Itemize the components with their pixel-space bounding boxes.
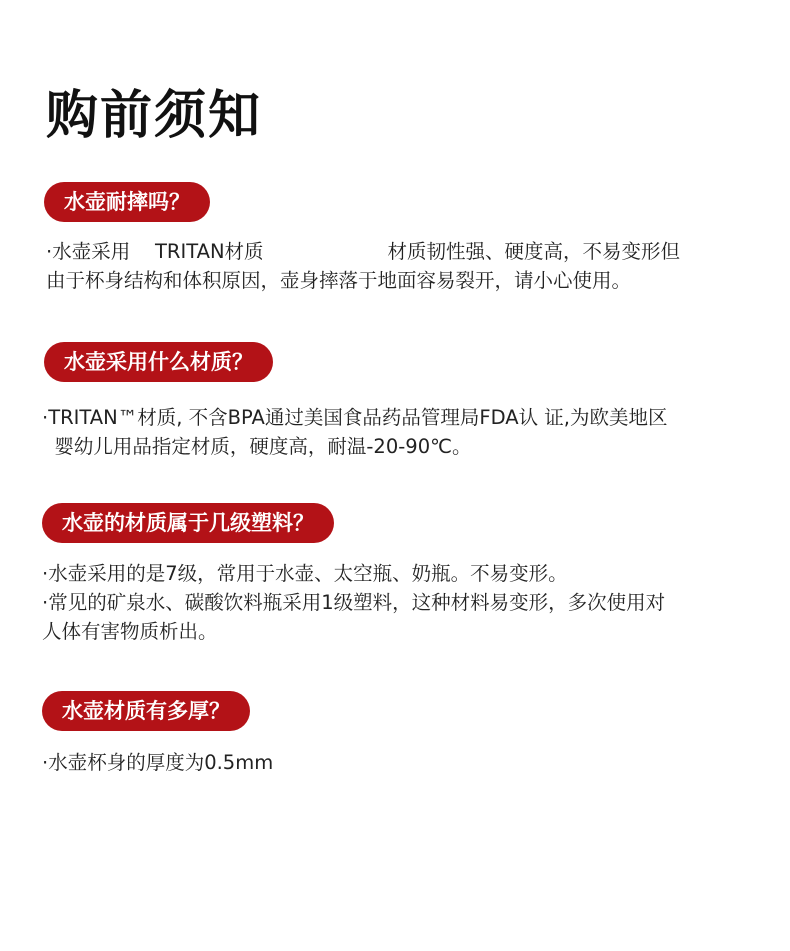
answer-durability (46, 237, 680, 295)
question-badge-durability: 水壶耐摔吗？ (44, 182, 210, 222)
answer-line: ·常见的矿泉水、碳酸饮料瓶采用1级塑料，这种材料易变形，多次使用对 (42, 591, 666, 614)
answer-line: ·水壶采用 TRITAN材质 材质韧性强、硬度高，不易变形但 (46, 240, 680, 263)
page-title: 购前须知 (46, 86, 263, 146)
answer-line: ·水壶杯身的厚度为0.5mm (42, 751, 274, 774)
question-badge-thickness: 水壶材质有多厚？ (42, 691, 250, 731)
question-badge-plastic-grade: 水壶的材质属于几级塑料？ (42, 503, 334, 543)
answer-line: 由于杯身结构和体积原因，壶身摔落于地面容易裂开，请小心使用。 (46, 269, 632, 292)
answer-line: 人体有害物质析出。 (42, 620, 218, 643)
answer-plastic-grade (42, 559, 665, 646)
answer-line: ·水壶采用的是7级，常用于水壶、太空瓶、奶瓶。不易变形。 (42, 562, 568, 585)
question-badge-material: 水壶采用什么材质？ (44, 342, 273, 382)
answer-material (42, 403, 668, 461)
answer-line: ·TRITAN™材质, 不含BPA通过美国食品药品管理局FDA认 证,为欧美地区 (42, 406, 668, 429)
answer-line: 婴幼儿用品指定材质，硬度高，耐温-20-90℃。 (42, 435, 472, 458)
answer-thickness (42, 748, 273, 777)
